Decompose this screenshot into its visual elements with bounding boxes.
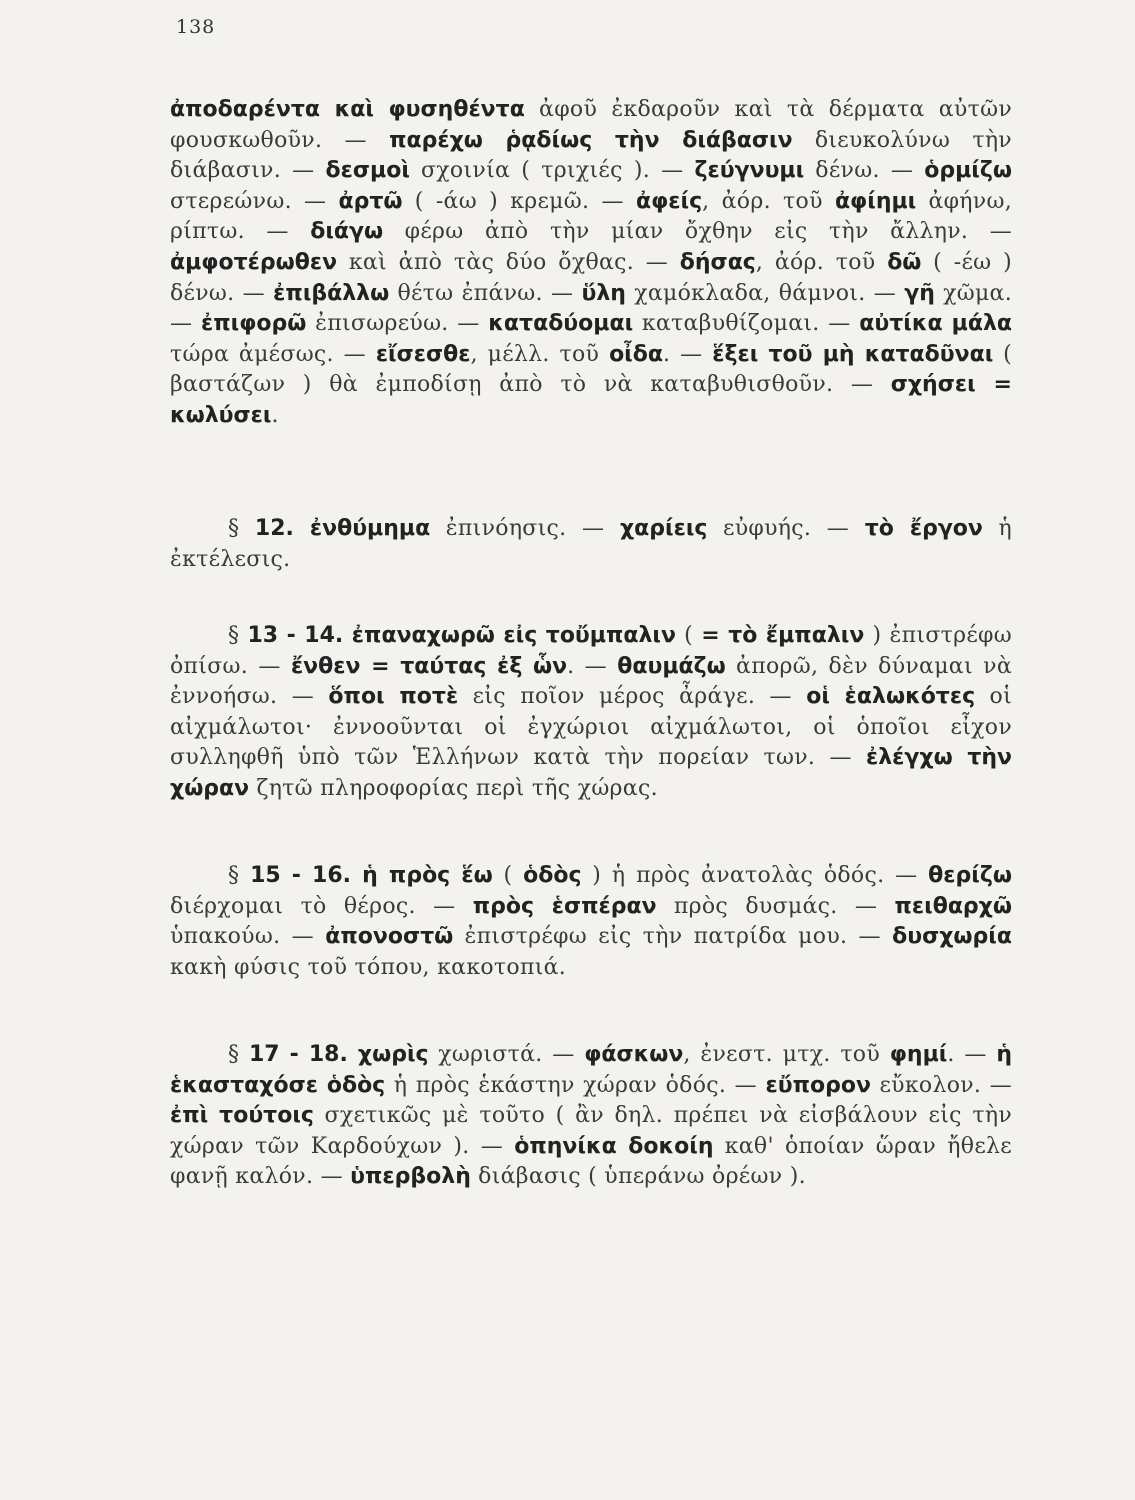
gloss-text: ἐπιστρέφω εἰς τὴν πατρίδα μου. — [453, 924, 893, 950]
gloss-text: κακὴ φύσις τοῦ τόπου, κακοτοπιά. [170, 954, 567, 980]
lemma-term: ὑπερβολὴ [350, 1164, 471, 1190]
lemma-term: ἔνθεν = ταύτας ἐξ ὧν [290, 653, 568, 679]
lemma-term: ἀμφοτέρωθεν [170, 249, 338, 275]
lemma-term: ὁρμίζω [924, 158, 1012, 184]
lemma-term: ἀφίημι [834, 188, 917, 214]
gloss-text: ) ἐπιστρέφω ὀπίσω. — [170, 623, 1012, 679]
gloss-text: χῶμα. — [170, 280, 1012, 337]
lemma-term: γῆ [904, 280, 935, 306]
lemma-term: ἀρτῶ [338, 188, 403, 214]
lemma-term: δεσμοὶ [325, 158, 410, 184]
gloss-text: ( βαστάζων ) θὰ ἐμποδίσῃ ἀπὸ τὸ νὰ καταβυθισθοῦν. — [170, 341, 1012, 398]
lemma-term: διάγω [310, 219, 384, 245]
gloss-text: πρὸς δυσμάς. — [656, 893, 895, 919]
gloss-text: διάβασις ( ὑπεράνω ὀρέων ). [470, 1164, 806, 1190]
lemma-term: 15 - 16. ἡ πρὸς ἕω [250, 863, 493, 888]
gloss-text: στερεώνω. — [170, 188, 339, 214]
gloss-text: καὶ ἀπὸ τὰς δύο ὄχθας. — [337, 249, 680, 275]
gloss-text: ἀφήνω, ρίπτω. — [170, 188, 1012, 245]
gloss-text: ( [492, 863, 524, 888]
lemma-term: = τὸ ἔμπαλιν [701, 623, 865, 648]
gloss-text: διέρχομαι τὸ θέρος. — [170, 893, 473, 919]
lemma-term: ἐπὶ τούτοις [170, 1103, 314, 1129]
lemma-term: ὕλη [581, 280, 626, 306]
gloss-text: , ἀόρ. τοῦ [702, 188, 835, 214]
gloss-text: εὔκολον. — [870, 1072, 1013, 1098]
lemma-term: εἴσεσθε [375, 341, 471, 367]
lemma-term: ὁδὸς [523, 863, 582, 888]
gloss-text: ἐπινόησις. — [430, 516, 620, 541]
gloss-text: τώρα ἀμέσως. — [170, 341, 376, 367]
gloss-text: καθ' ὁποίαν ὥραν ἤθελε φανῇ καλόν. — [170, 1133, 1012, 1190]
gloss-text: § [228, 623, 248, 648]
page-number: 138 [176, 16, 216, 38]
gloss-text: χαμόκλαδα, θάμνοι. — [625, 280, 905, 306]
lemma-term: ὁπηνίκα δοκοίη [514, 1133, 714, 1159]
gloss-text: , μέλλ. τοῦ [470, 341, 610, 367]
lemma-term: δῶ [887, 249, 922, 275]
paragraph-section-15-16 [170, 861, 1012, 983]
gloss-text: ὑπακούω. — [170, 924, 326, 950]
gloss-text: εὐφυής. — [707, 516, 865, 541]
lemma-term: ἐπιφορῶ [201, 311, 307, 337]
lemma-term: πειθαρχῶ [894, 893, 1012, 919]
gloss-text: σχοινία ( τριχιές ). — [409, 158, 695, 184]
lemma-term: 12. ἐνθύμημα [254, 516, 431, 541]
lemma-term: θερίζω [928, 863, 1012, 888]
lemma-term: φημί [889, 1042, 948, 1067]
gloss-text: δένω. — [804, 158, 925, 184]
lemma-term: ἐπιβάλλω [273, 280, 390, 306]
gloss-text: θέτω ἐπάνω. — [389, 280, 582, 306]
gloss-text: § [228, 1042, 249, 1067]
gloss-text: ἀπορῶ, δὲν δύναμαι νὰ ἐννοήσω. — [170, 653, 1012, 710]
gloss-text: . — [567, 653, 618, 679]
lemma-term: ἀπονοστῶ [325, 924, 454, 950]
gloss-text: ἡ ἐκτέλεσις. [170, 516, 1012, 572]
gloss-text: ἡ πρὸς ἑκάστην χώραν ὁδός. — [385, 1072, 766, 1098]
paragraph-intro [170, 95, 1012, 432]
lemma-term: αὐτίκα μάλα [859, 311, 1013, 337]
lemma-term: ἀφείς [635, 188, 703, 214]
lemma-term: δήσας [679, 249, 756, 275]
lemma-term: πρὸς ἑσπέραν [472, 893, 657, 919]
lemma-term: φάσκων [584, 1042, 684, 1067]
lemma-term: οἶδα [609, 341, 663, 367]
gloss-text: . [271, 402, 279, 428]
gloss-text: § [228, 516, 255, 541]
gloss-text: , ἀόρ. τοῦ [755, 249, 888, 275]
gloss-text: § [228, 863, 251, 888]
gloss-text: ζητῶ πληροφορίας περὶ τῆς χώρας. [249, 775, 658, 801]
gloss-text: ἐπισωρεύω. — [306, 311, 489, 337]
gloss-text: ἀφοῦ ἐκδαροῦν καὶ τὰ δέρματα αὐτῶν φουσκωθοῦν. — [170, 97, 1012, 153]
lemma-term: ἀποδαρέντα καὶ φυσηθέντα [170, 97, 525, 122]
gloss-text: . — [947, 1042, 997, 1067]
gloss-text: ( [675, 623, 702, 648]
gloss-text: , ἐνεστ. μτχ. τοῦ [683, 1042, 890, 1067]
lemma-term: οἱ ἑαλωκότες [806, 684, 976, 710]
gloss-text: φέρω ἀπὸ τὴν μίαν ὄχθην εἰς τὴν ἄλλην. — [383, 219, 1013, 245]
paragraph-section-17-18 [170, 1040, 1012, 1193]
lemma-term: χαρίεις [619, 516, 708, 541]
paragraph-section-13-14 [170, 621, 1012, 805]
lemma-term: 13 - 14. ἐπαναχωρῶ εἰς τοὔμπαλιν [247, 623, 676, 648]
gloss-text: ( -άω ) κρεμῶ. — [402, 188, 636, 214]
gloss-text: ( -έω ) δένω. — [170, 249, 1012, 306]
gloss-text: διευκολύνω τὴν διάβασιν. — [170, 127, 1012, 184]
gloss-text: χωριστά. — [428, 1042, 585, 1067]
lemma-term: ἕξει τοῦ μὴ καταδῦναι [712, 341, 994, 367]
gloss-text: ) ἡ πρὸς ἀνατολὰς ὁδός. — [581, 863, 929, 888]
gloss-text: οἱ αἰχμάλωτοι· ἐννοοῦνται οἱ ἐγχώριοι αἰχμάλωτοι, οἱ ὁποῖοι εἶχον συλληφθῆ ὑπὸ τῶν Ἑλλήνων κατὰ τὴν πορείαν των. — [170, 684, 1013, 771]
gloss-text: εἰς ποῖον μέρος ἆράγε. — [458, 684, 807, 710]
lemma-term: τὸ ἔργον [864, 516, 983, 541]
lemma-term: ὅποι ποτὲ [328, 684, 459, 710]
lemma-term: δυσχωρία [892, 924, 1012, 950]
lemma-term: καταδύομαι [488, 311, 634, 337]
gloss-text: σχετικῶς μὲ τοῦτο ( ἂν δηλ. πρέπει νὰ εἰσβάλουν εἰς τὴν χώραν τῶν Καρδούχων ). — [170, 1103, 1012, 1159]
paragraph-section-12 [170, 514, 1012, 575]
lemma-term: θαυμάζω [617, 653, 726, 679]
gloss-text: . — [662, 341, 713, 367]
lemma-term: εὔπορον [765, 1072, 871, 1098]
lemma-term: ἡ ἑκασταχόσε ὁδὸς [170, 1042, 1012, 1098]
gloss-text: καταβυθίζομαι. — [633, 311, 860, 337]
lemma-term: 17 - 18. χωρὶς [249, 1042, 429, 1067]
lemma-term: παρέχω ῥᾳδίως τὴν διάβασιν [389, 127, 793, 153]
lemma-term: σχήσει = κωλύσει [170, 372, 1012, 428]
lemma-term: ζεύγνυμι [694, 158, 805, 184]
lemma-term: ἐλέγχω τὴν χώραν [170, 745, 1013, 801]
